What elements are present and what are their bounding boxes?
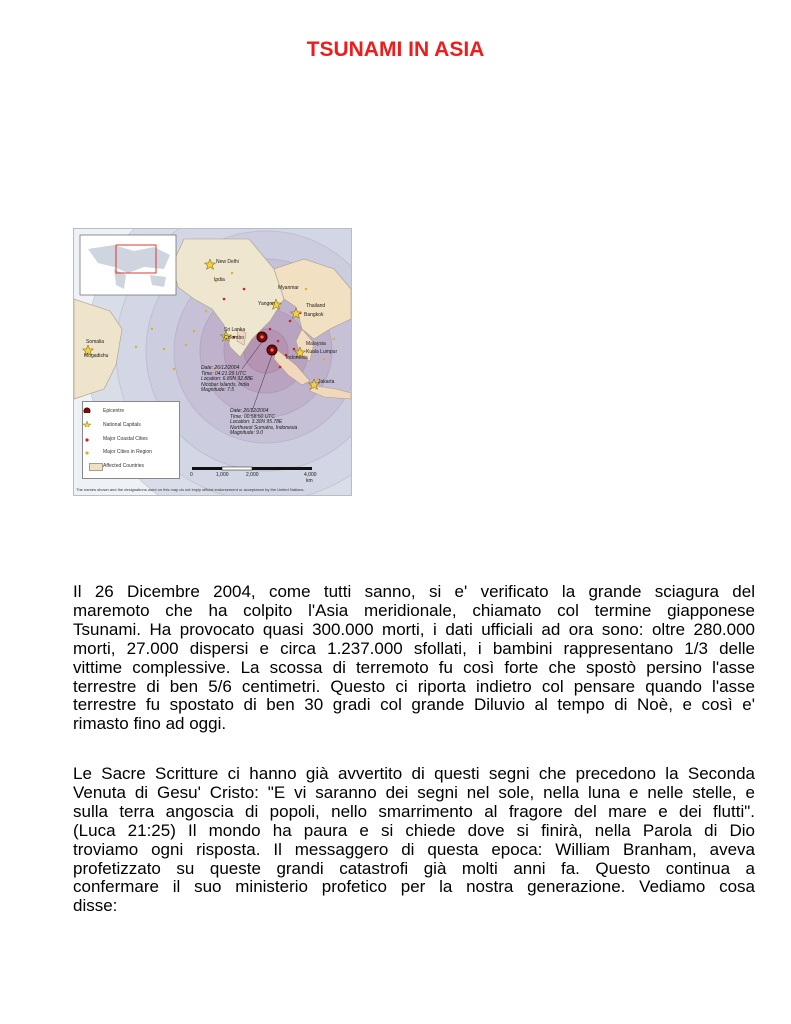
city-dot-legend-icon [83,449,91,455]
map-label-thailand: Thailand [306,303,326,309]
scale-label-1000: 1,000 [216,472,229,478]
map-label-mogadishu: Mogadishu [84,353,109,359]
star-legend-icon [83,421,91,427]
map-label-new-delhi: New Delhi [216,259,239,265]
event1-date: Date: 26/12/2004 [201,365,240,371]
legend-epicentre: Epicentre [103,408,125,414]
legend-major-cities-region: Major Cities in Region [103,449,152,455]
paragraph-1-line: Tsunami. Ha provocato quasi 300.000 morti, i dati ufficiali ad ora sono: oltre 280.000 [73,619,755,639]
scale-label-4000: 4,000 [304,472,317,478]
coastal-dot-legend-icon [83,436,91,442]
paragraph-1-line: maremoto che ha colpito l'Asia meridionale, chiamato col termine giapponese [73,600,755,620]
map-label-somalia: Somalia [86,339,105,345]
map-label-yangon: Yangon [258,301,275,307]
scale-bar [192,467,312,470]
inset-world-map [80,235,176,295]
map-legend [82,401,180,479]
legend-affected-countries: Affected Countries [103,463,145,469]
map-label-sri-lanka: Sri Lanka [224,327,246,333]
paragraph-1-line: vittime complessive. La scossa di terremoto fu così forte che spostò persino l'asse [73,657,755,677]
legend-major-coastal-cities: Major Coastal Cities [103,436,148,442]
event2-time: Time: 00:58:50 UTC [230,413,275,420]
epicentre-legend-icon [83,407,91,413]
paragraph-1-line: Il 26 Dicembre 2004, come tutti sanno, si e' verificato la grande sciagura del [73,582,755,601]
paragraph-1-line: rimasto fino ad oggi. [73,714,227,734]
paragraph-2-line: troviamo ogni risposta. Il messaggero di questa epoca: William Branham, aveva [73,839,755,859]
event2-date: Date: 26/12/2004 [230,408,269,414]
paragraph-1-line: morti, 27.000 dispersi e circa 1.237.000 sfollati, i bambini rappresentano 1/3 delle [73,638,755,658]
scale-unit: km [306,478,313,484]
page-title: TSUNAMI IN ASIA [306,38,485,61]
affected-countries-swatch [89,463,103,471]
event1-magnitude: Magnitude: 7.5 [201,387,235,394]
paragraph-2-line: sulla terra angoscia di popoli, nello smarrimento al fragore del mare e dei flutti". [73,801,755,821]
scale-label-2000: 2,000 [246,472,259,478]
map-label-colombo: Colombo [224,335,245,341]
map-label-myanmar: Myanmar [278,285,299,291]
event1-region: Nicobar Islands, India [201,381,250,388]
paragraph-2-line: profetizzato su queste grandi catastrofi già molti anni fa. Questo continua a [73,858,755,878]
event1-time: Time: 04:21:29 UTC [201,370,246,377]
event2-magnitude: Magnitude: 9.0 [230,430,264,437]
legend-national-capitals: National Capitals [103,422,141,428]
event1-location: Location: 6.89N 92.88E [201,376,254,383]
map-label-malaysia: Malaysia [306,341,326,347]
event2-region: Northwest Sumatra, Indonesia [230,424,298,431]
paragraph-2-line: Le Sacre Scritture ci hanno già avvertito di questi segni che precedono la Seconda [73,764,755,783]
paragraph-2-line: (Luca 21:25) Il mondo ha paura e si chiede dove si finirà, nella Parola di Dio [73,820,755,840]
paragraph-1-line: terrestre di ben 5/6 centimetri. Questo ci riporta indietro col pensare quando l'asse [73,676,755,696]
event2-location: Location: 3.30N 95.78E [230,419,283,426]
event-info-nicobar [201,366,253,394]
paragraph-1-line: terrestre fu spostato di ben 30 gradi col grande Diluvio al tempo di Noè, e così e' [73,695,755,715]
paragraph-2-line: disse: [73,896,118,916]
paragraph-2 [73,765,755,916]
paragraph-1 [73,583,755,734]
map-label-bangkok: Bangkok [304,312,324,318]
map-disclaimer: The names shown and the designations used on this map do not imply official endorsement or acceptance by the United Nations. [76,487,305,492]
map-label-indonesia: Indonesia [286,355,308,361]
map-label-kuala-lumpur: Kuala Lumpur [306,349,338,355]
scale-label-0: 0 [190,472,193,478]
event-info-sumatra [230,409,297,437]
map-label-jakarta: Jakarta [318,379,335,385]
tsunami-map [73,228,352,496]
paragraph-2-line: Venuta di Gesu' Cristo: "E vi saranno dei segni nel sole, nella luna e nelle stelle, e [73,782,755,802]
paragraph-2-line: confermare il suo ministerio profetico per la nostra generazione. Vediamo cosa [73,877,755,897]
map-label-india: India [214,277,225,283]
